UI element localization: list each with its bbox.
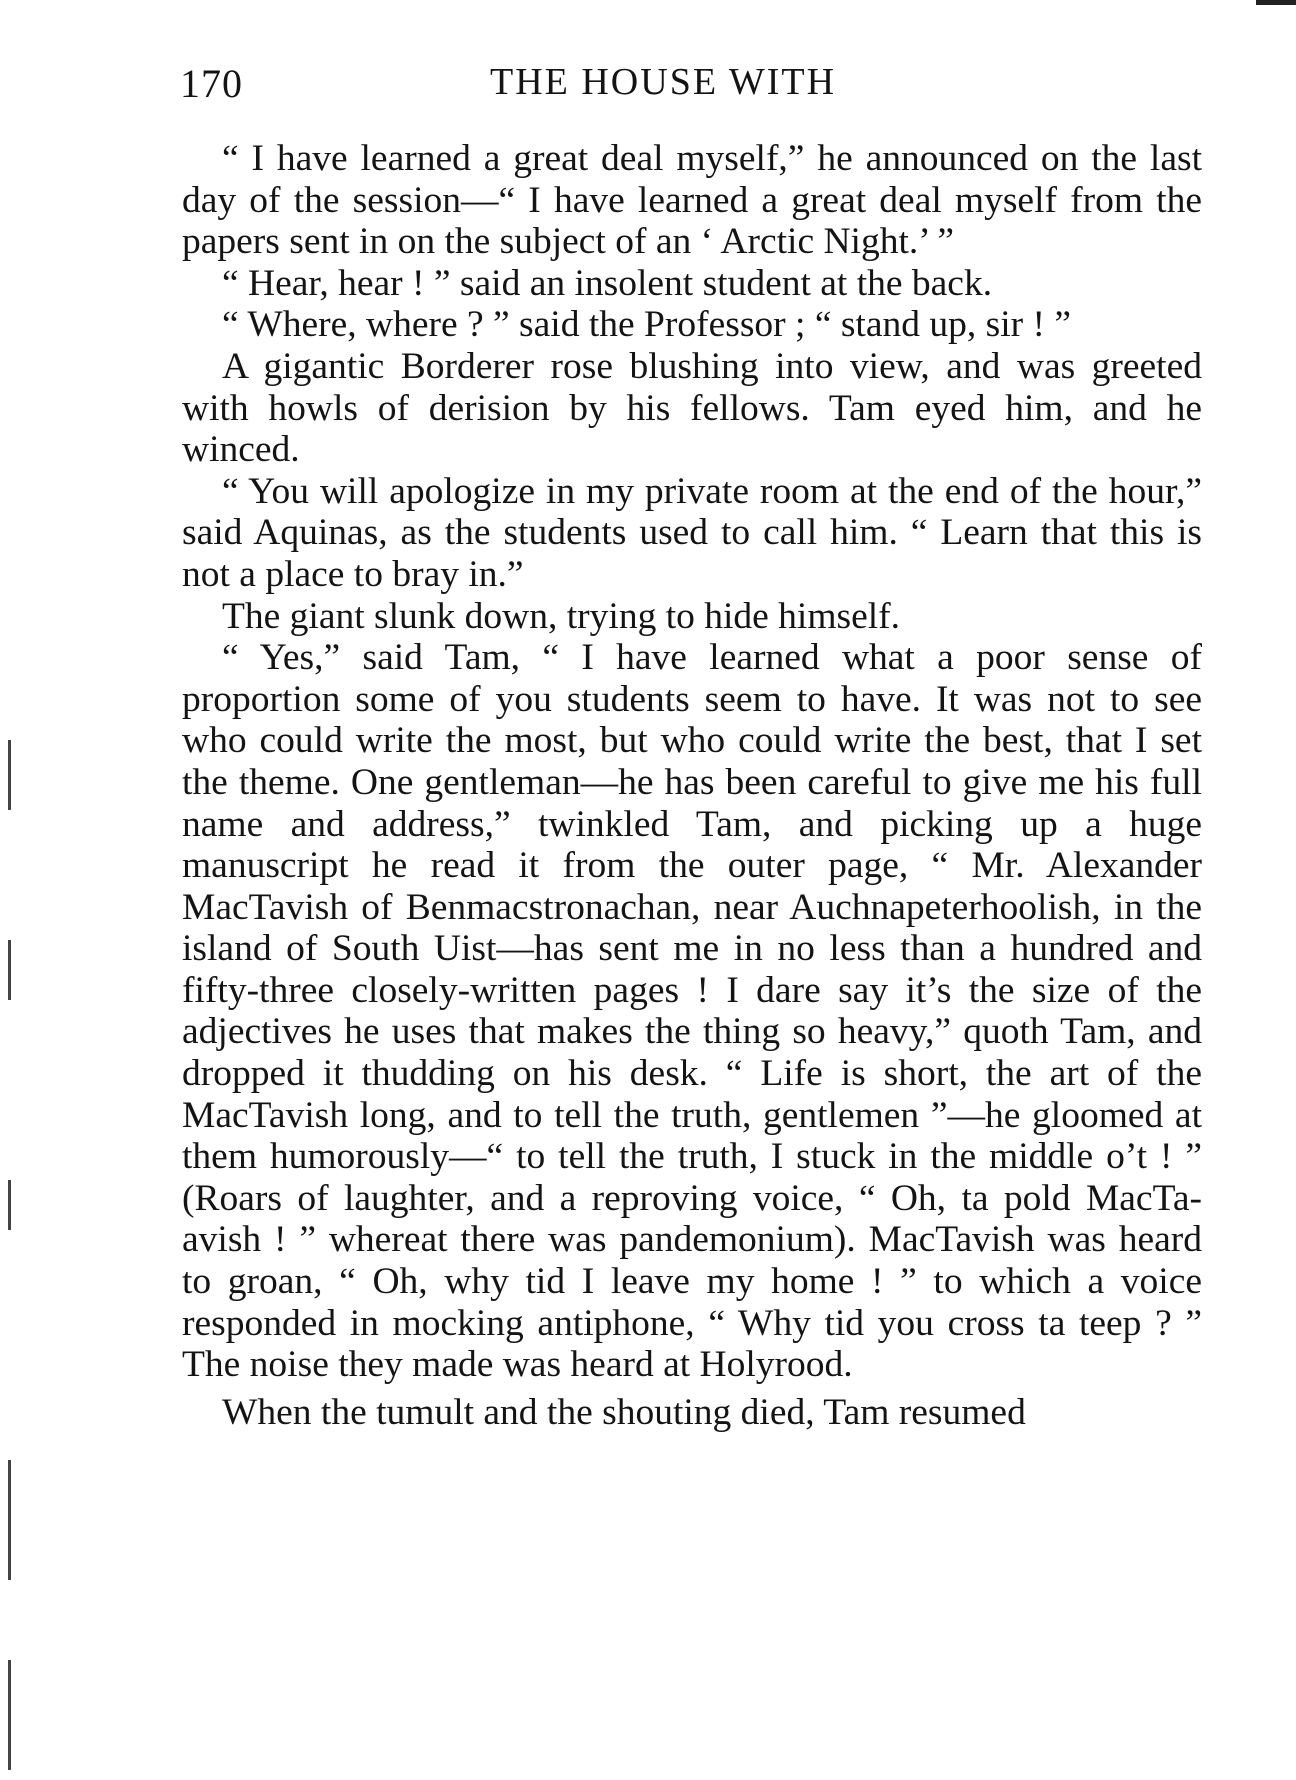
paragraph: A gigantic Borderer rose blushing into view, and was greeted with howls of derision by his fellows. Tam eyed him, and he winced. [182, 345, 1202, 471]
paragraph: “ Yes,” said Tam, “ I have learned what a poor sense of proportion some of you students seem to have. It was not to see who could write the most, but who could write the best, that I set the theme. One gentleman—he has been careful to give me his full name and address,” twinkled Tam, and picking up a huge manuscript he read it from the outer page, “ Mr. Alexander MacTavish of Benmacstronachan, near Auchnapeterhoolish, in the island of South Uist—has sent me in no less than a hundred and fifty-three closely-written pages ! I dare say it’s the size of the adjectives he uses that makes the thing so heavy,” quoth Tam, and dropped it thudding on his desk. “ Life is short, the art of the MacTavish long, and to tell the truth, gentlemen ”—he gloomed at them humorously—“ to tell the truth, I stuck in the middle o’t ! ” (Roars of laughter, and a reproving voice, “ Oh, ta pold MacTa-avish ! ” whereat there was pandemonium). MacTavish was heard to groan, “ Oh, why tid I leave my home ! ” to which a voice responded in mocking antiphone, “ Why tid you cross ta teep ? ” The noise they made was heard at Holyrood. [182, 637, 1202, 1386]
paragraph: “ I have learned a great deal myself,” he announced on the last day of the session—“ I have learned a great deal myself from the papers sent in on the subject of an ‘ Arctic Night.’ ” [182, 138, 1202, 263]
paragraph: The giant slunk down, trying to hide himself. [222, 595, 901, 637]
paragraph: “ Hear, hear ! ” said an insolent student at the back. [222, 262, 993, 304]
paragraph: “ Where, where ? ” said the Professor ; “ stand up, sir ! ” [222, 304, 1072, 346]
paragraph: When the tumult and the shouting died, Tam resumed [222, 1391, 1026, 1433]
page-header [180, 60, 1200, 110]
binding-edge-marks [8, 740, 22, 1780]
paragraph: “ You will apologize in my private room at the end of the hour,” said Aquinas, as the students used to call him. “ Learn that this is not a place to bray in.” [182, 470, 1202, 595]
running-head: THE HOUSE WITH [490, 61, 837, 103]
page-number: 170 [180, 61, 243, 106]
edge-mark [1256, 0, 1296, 5]
body-text [182, 138, 1202, 1433]
